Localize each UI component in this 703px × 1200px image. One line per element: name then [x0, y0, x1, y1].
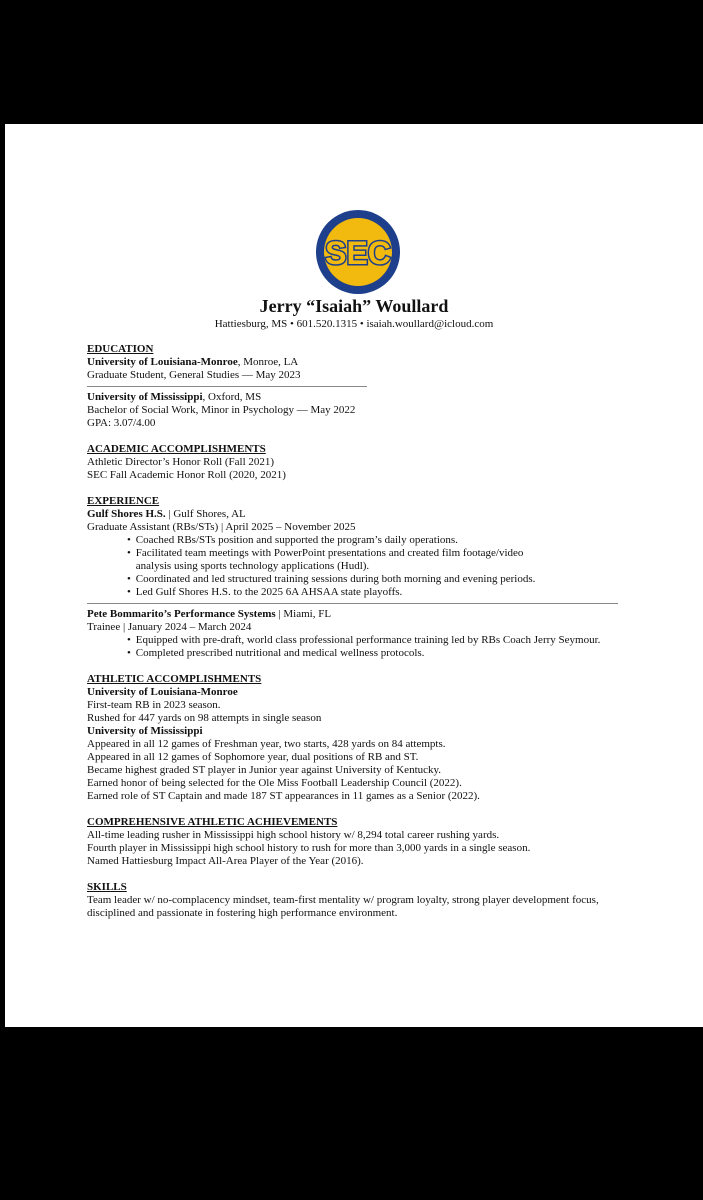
- job-1-org: Gulf Shores H.S.: [87, 508, 166, 520]
- athletic-item: Became highest graded ST player in Junior year against University of Kentucky.: [87, 764, 442, 776]
- skills-heading: SKILLS: [87, 881, 127, 893]
- job-2-location: | Miami, FL: [275, 608, 332, 620]
- education-school-2: [87, 391, 647, 404]
- job-2-bullet: • Equipped with pre-draft, world class professional performance training led by RBs Coach Jerry Seymour.: [127, 634, 601, 646]
- comprehensive-item: Fourth player in Mississippi high school history to rush for more than 3,000 yards in a single season.: [87, 842, 531, 854]
- athletic-item: Appeared in all 12 games of Sophomore year, dual positions of RB and ST.: [87, 751, 419, 763]
- divider: [87, 603, 618, 604]
- candidate-name: Jerry “Isaiah” Woullard: [259, 296, 449, 316]
- school-1-degree: Graduate Student, General Studies — May 2023: [87, 369, 301, 381]
- job-2-bullet: • Completed prescribed nutritional and medical wellness protocols.: [127, 647, 425, 659]
- job-1-bullet: • Coordinated and led structured training sessions during both morning and evening periods.: [127, 573, 536, 585]
- resume-body: [87, 343, 647, 920]
- athletic-heading: ATHLETIC ACCOMPLISHMENTS: [87, 673, 262, 685]
- athletic-item: Appeared in all 12 games of Freshman year, two starts, 428 yards on 84 attempts.: [87, 738, 446, 750]
- skills-line: Team leader w/ no-complacency mindset, team-first mentality w/ program loyalty, strong player development focus,: [87, 894, 599, 906]
- job-1-bullet-continued: analysis using sports technology applications (Hudl).: [135, 560, 370, 572]
- athletic-item: First-team RB in 2023 season.: [87, 699, 221, 711]
- job-1-title: [87, 508, 647, 521]
- job-2-title: [87, 608, 647, 621]
- athletic-item: Earned honor of being selected for the Ole Miss Football Leadership Council (2022).: [87, 777, 462, 789]
- comprehensive-item: All-time leading rusher in Mississippi high school history w/ 8,294 total career rushing yards.: [87, 829, 500, 841]
- school-2-location: , Oxford, MS: [202, 391, 262, 403]
- job-1-location: | Gulf Shores, AL: [165, 508, 246, 520]
- sec-logo-text: SEC: [325, 235, 391, 271]
- divider: [87, 386, 367, 387]
- resume-page: [5, 124, 703, 1027]
- comprehensive-item: Named Hattiesburg Impact All-Area Player of the Year (2016).: [87, 855, 364, 867]
- academic-item: SEC Fall Academic Honor Roll (2020, 2021): [87, 469, 286, 481]
- academic-item: Athletic Director’s Honor Roll (Fall 2021): [87, 456, 275, 468]
- school-2-degree: Bachelor of Social Work, Minor in Psychology — May 2022: [87, 404, 356, 416]
- job-1-bullet: • Facilitated team meetings with PowerPoint presentations and created film footage/video: [127, 547, 524, 559]
- job-1-bullet: • Led Gulf Shores H.S. to the 2025 6A AHSAA state playoffs.: [127, 586, 403, 598]
- sec-logo: [315, 209, 401, 295]
- job-1-role: Graduate Assistant (RBs/STs) | April 2025 – November 2025: [87, 521, 356, 533]
- contact-line: Hattiesburg, MS • 601.520.1315 • isaiah.woullard@icloud.com: [214, 318, 494, 330]
- education-school-1: [87, 356, 647, 369]
- olemiss-name: University of Mississippi: [87, 725, 203, 737]
- school-2-gpa: GPA: 3.07/4.00: [87, 417, 156, 429]
- skills-line: disciplined and passionate in fostering high performance environment.: [87, 907, 398, 919]
- academic-heading: ACADEMIC ACCOMPLISHMENTS: [87, 443, 266, 455]
- education-heading: EDUCATION: [87, 343, 154, 355]
- school-1-location: , Monroe, LA: [237, 356, 299, 368]
- athletic-item: Earned role of ST Captain and made 187 ST appearances in 11 games as a Senior (2022).: [87, 790, 480, 802]
- school-2-name: University of Mississippi: [87, 391, 203, 403]
- ulm-name: University of Louisiana-Monroe: [87, 686, 238, 698]
- athletic-item: Rushed for 447 yards on 98 attempts in single season: [87, 712, 322, 724]
- job-2-org: Pete Bommarito’s Performance Systems: [87, 608, 276, 620]
- experience-heading: EXPERIENCE: [87, 495, 160, 507]
- job-1-bullet: • Coached RBs/STs position and supported the program’s daily operations.: [127, 534, 458, 546]
- comprehensive-heading: COMPREHENSIVE ATHLETIC ACHIEVEMENTS: [87, 816, 338, 828]
- school-1-name: University of Louisiana-Monroe: [87, 356, 238, 368]
- job-2-role: Trainee | January 2024 – March 2024: [87, 621, 252, 633]
